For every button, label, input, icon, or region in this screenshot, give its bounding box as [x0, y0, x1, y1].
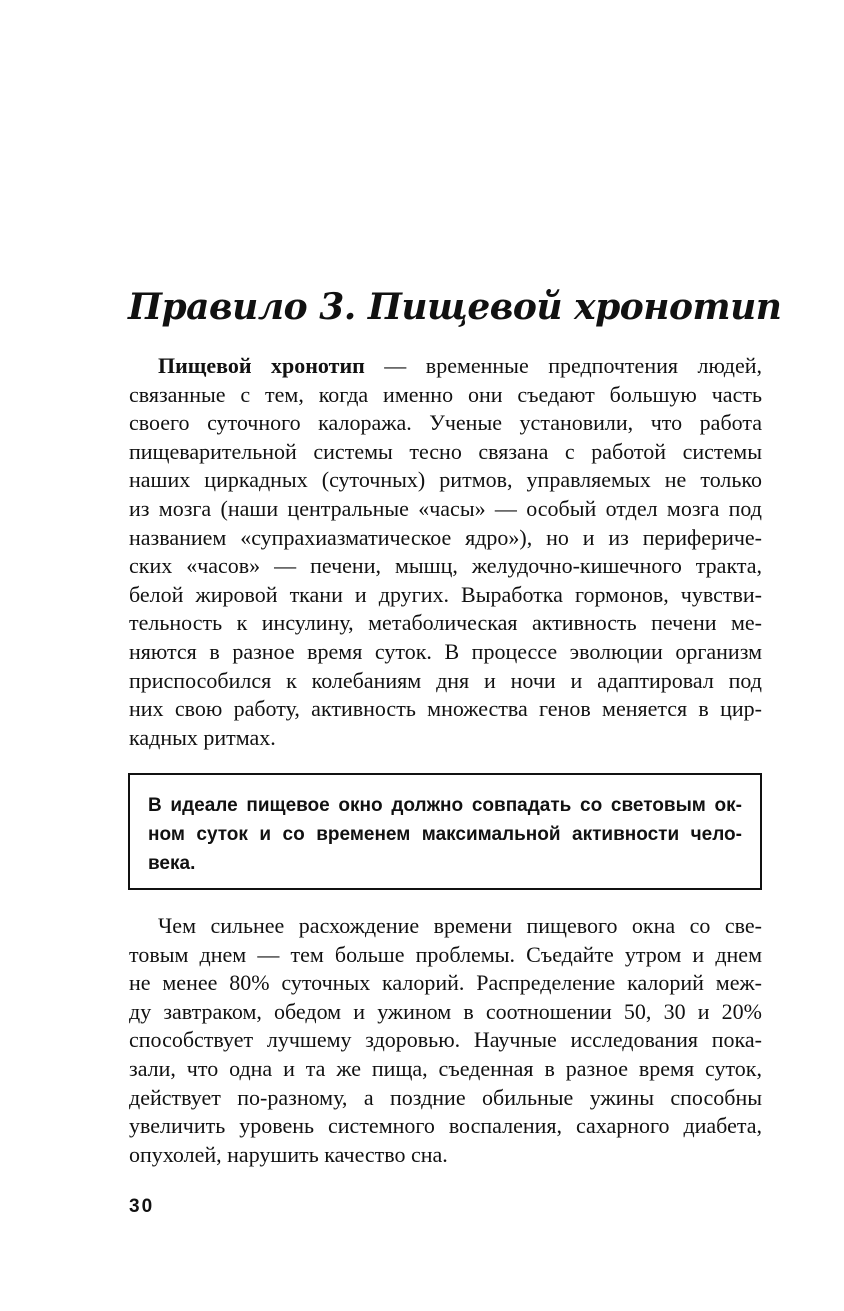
- paragraph-line: тельность к инсулину, метаболическая активность печени ме-: [129, 610, 762, 636]
- paragraph-line: действует по-разному, а поздние обильные ужины способны: [129, 1084, 762, 1110]
- paragraph-line: названием «супрахиазматическое ядро»), но и из перифериче-: [129, 524, 762, 550]
- highlight-line: века.: [148, 853, 196, 874]
- paragraph-calorie-distribution: [129, 912, 762, 1169]
- paragraph-line: них свою работу, активность множества генов меняется в цир-: [129, 696, 762, 722]
- page-number: 30: [129, 1196, 155, 1217]
- paragraph-line: не менее 80% суточных калорий. Распределение калорий меж-: [129, 970, 762, 996]
- paragraph-line: пищеварительной системы тесно связана с работой системы: [129, 438, 762, 464]
- paragraph-line: Пищевой хронотип — временные предпочтения людей,: [158, 353, 763, 378]
- paragraph-line: Чем сильнее расхождение времени пищевого окна со све-: [158, 913, 762, 938]
- paragraph-line: товым днем — тем больше проблемы. Съедайте утром и днем: [129, 941, 762, 967]
- paragraph-line: из мозга (наши центральные «часы» — особый отдел мозга под: [129, 495, 762, 521]
- paragraph-line: своего суточного калоража. Ученые установили, что работа: [129, 410, 762, 436]
- highlight-text: [148, 791, 742, 878]
- paragraph-line: кадных ритмах.: [129, 724, 276, 750]
- paragraph-line: приспособился к колебаниям дня и ночи и адаптировал под: [129, 667, 762, 693]
- highlight-box: [128, 773, 762, 890]
- paragraph-line: няются в разное время суток. В процессе эволюции организм: [129, 638, 762, 664]
- paragraph-line: ских «часов» — печени, мышц, желудочно-кишечного тракта,: [129, 553, 762, 579]
- paragraph-line: опухолей, нарушить качество сна.: [129, 1141, 448, 1167]
- defined-term: Пищевой хронотип: [158, 353, 365, 378]
- chapter-title: Правило 3. Пищевой хронотип: [128, 286, 782, 328]
- paragraph-line: ду завтраком, обедом и ужином в соотношении 50, 30 и 20%: [129, 998, 762, 1024]
- paragraph-pishchevoy-khronotip: [129, 352, 762, 752]
- paragraph-line: способствует лучшему здоровью. Научные исследования пока-: [129, 1027, 762, 1053]
- highlight-line: ном суток и со временем максимальной активности чело-: [148, 824, 742, 845]
- paragraph-line: наших циркадных (суточных) ритмов, управляемых не только: [129, 467, 762, 493]
- paragraph-line: связанные с тем, когда именно они съедают большую часть: [129, 381, 762, 407]
- paragraph-line: белой жировой ткани и других. Выработка гормонов, чувстви-: [129, 581, 762, 607]
- highlight-line: В идеале пищевое окно должно совпадать со световым ок-: [148, 795, 742, 816]
- paragraph-line: увеличить уровень системного воспаления, сахарного диабета,: [129, 1113, 762, 1139]
- paragraph-line: зали, что одна и та же пища, съеденная в разное время суток,: [129, 1055, 762, 1081]
